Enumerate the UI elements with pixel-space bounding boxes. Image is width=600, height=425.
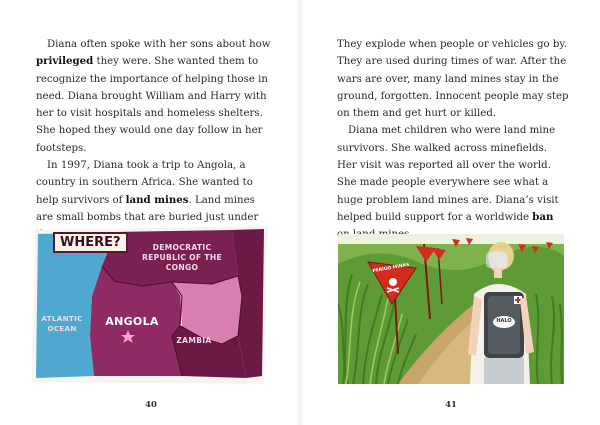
right-paragraph: Diana met children who were land mine survivors. She walked across minefields. Her visit was reported all over the world. She made people everywhere see what a huge problem land mines are. Diana’s visit helped build support for a worldwide ban	[337, 125, 559, 223]
map-label-drc: DEMOCRATIC REPUBLIC OF THE CONGO	[142, 243, 222, 272]
glossary-term: land mines	[125, 193, 189, 206]
map-label-angola: ANGOLA	[105, 315, 159, 328]
left-paragraph: In 1997, Diana took a trip to Angola, a country in southern Africa. She wanted to help survivors of land mines. Land mines are small bombs that are buried just under	[36, 160, 259, 223]
left-page-text	[36, 36, 272, 244]
right-page-text	[337, 36, 569, 244]
map-label-zambia: ZAMBIA	[176, 336, 212, 345]
page-number-right: 41	[445, 400, 457, 410]
where-badge: WHERE?	[53, 232, 128, 253]
left-paragraph: Diana often spoke with her sons about how privileged they were. She wanted them to recognize the importance of helping those in need. Diana brought William and Harry with her to visit hospitals and homeless shelters. She hoped they would one day follow in her footsteps.	[36, 39, 271, 154]
glossary-term: privileged	[36, 55, 94, 68]
map-label-ocean: ATLANTIC OCEAN	[41, 314, 83, 333]
minefield-illustration	[338, 234, 564, 384]
sign-text: PERIGO MINAS	[372, 262, 410, 275]
glossary-term: ban	[532, 210, 554, 223]
minefield-drawing	[338, 234, 564, 384]
right-paragraph: They explode when people or vehicles go by. They are used during times of war. After the wars are over, many land mines stay in the ground, forgotten. Innocent people may step on them and get hurt or killed.	[337, 39, 569, 120]
angola-map	[32, 226, 272, 387]
vest-text: HALO	[496, 318, 512, 324]
page-number-left: 40	[145, 400, 157, 410]
right-page	[300, 0, 600, 425]
